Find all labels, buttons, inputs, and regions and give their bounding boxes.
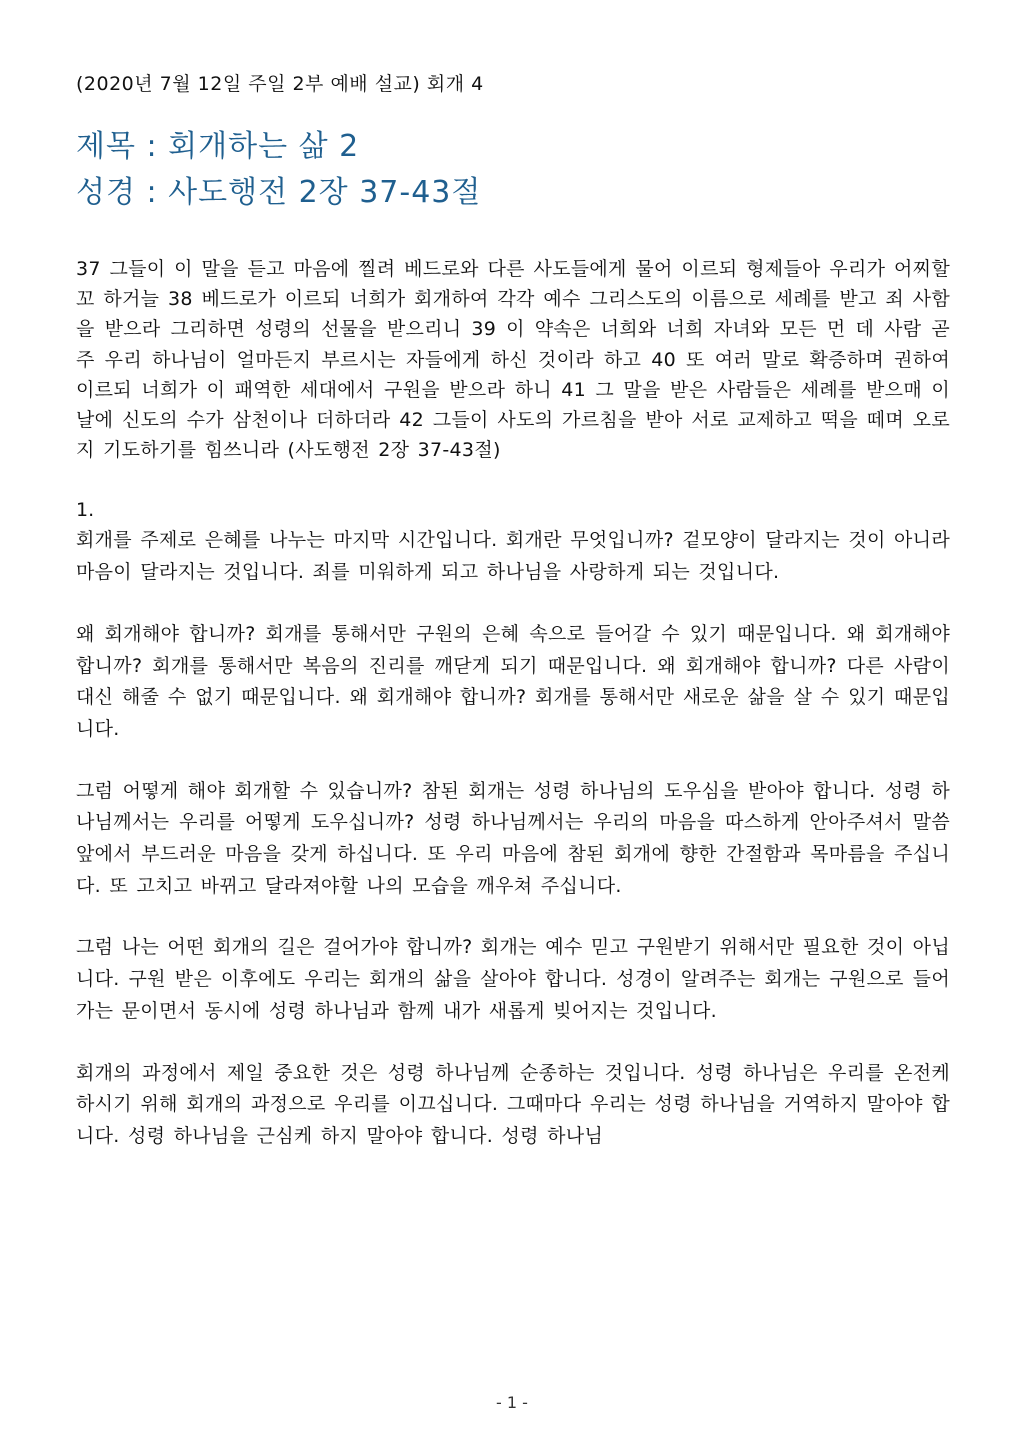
sermon-title: 제목 : 회개하는 삶 2 xyxy=(76,129,360,164)
paragraph-3: 그럼 어떻게 해야 회개할 수 있습니까? 참된 회개는 성령 하나님의 도우심을 받아야 합니다. 성령 하나님께서는 우리를 어떻게 도우십니까? 성령 하나님께서는 우리의 마음을 따스하게 안아주셔서 말씀 앞에서 부드러운 마음을 갖게 하십니다. 또 우리 마음에 참된 회개에 향한 간절함과 목마름을 주십니다. 또 고치고 바뀌고 달라져야할 나의 모습을 깨우쳐 주십니다. xyxy=(76,779,950,897)
paragraph-2: 왜 회개해야 합니까? 회개를 통해서만 구원의 은혜 속으로 들어갈 수 있기 때문입니다. 왜 회개해야 합니까? 회개를 통해서만 복음의 진리를 깨닫게 되기 때문입니다. 왜 회개해야 합니까? 다른 사람이 대신 해줄 수 없기 때문입니다. 왜 회개해야 합니까? 회개를 통해서만 새로운 삶을 살 수 있기 때문입니다. xyxy=(76,622,950,740)
paragraph-4: 그럼 나는 어떤 회개의 길은 걸어가야 합니까? 회개는 예수 믿고 구원받기 위해서만 필요한 것이 아닙니다. 구원 받은 이후에도 우리는 회개의 삶을 살아야 합니다. 성경이 알려주는 회개는 구원으로 들어가는 문이면서 동시에 성령 하나님과 함께 내가 새롭게 빚어지는 것입니다. xyxy=(76,936,950,1022)
section-number: 1. xyxy=(76,499,95,522)
sermon-header: (2020년 7월 12일 주일 2부 예배 설교) 회개 4 xyxy=(76,73,484,95)
paragraph-1: 회개를 주제로 은혜를 나누는 마지막 시간입니다. 회개란 무엇입니까? 겉모양이 달라지는 것이 아니라 마음이 달라지는 것입니다. 죄를 미워하게 되고 하나님을 사랑하게 되는 것입니다. xyxy=(76,529,950,584)
paragraph-5: 회개의 과정에서 제일 중요한 것은 성령 하나님께 순종하는 것입니다. 성령 하나님은 우리를 온전케 하시기 위해 회개의 과정으로 우리를 이끄십니다. 그때마다 우리는 성령 하나님을 거역하지 말아야 합니다. 성령 하나님을 근심케 하지 말아야 합니다. 성령 하나님 xyxy=(76,1061,950,1147)
scripture-reference: 성경 : 사도행전 2장 37-43절 xyxy=(76,175,482,210)
scripture-passage: 37 그들이 이 말을 듣고 마음에 찔려 베드로와 다른 사도들에게 물어 이르되 형제들아 우리가 어찌할꼬 하거늘 38 베드로가 이르되 너희가 회개하여 각각 예수 그리스도의 이름으로 세례를 받고 죄 사함을 받으라 그리하면 성령의 선물을 받으리니 39 이 약속은 너희와 너희 자녀와 모든 먼 데 사람 곧 주 우리 하나님이 얼마든지 부르시는 자들에게 하신 것이라 하고 40 또 여러 말로 확증하며 권하여 이르되 너희가 이 패역한 세대에서 구원을 받으라 하니 41 그 말을 받은 사람들은 세례를 받으매 이 날에 신도의 수가 삼천이나 더하더라 42 그들이 사도의 가르침을 받아 서로 교제하고 떡을 떼며 오로지 기도하기를 힘쓰니라 (사도행전 2장 37-43절) xyxy=(76,258,950,462)
title-block xyxy=(76,124,950,216)
document-page xyxy=(76,70,950,1183)
page-number: - 1 - xyxy=(496,1393,528,1412)
